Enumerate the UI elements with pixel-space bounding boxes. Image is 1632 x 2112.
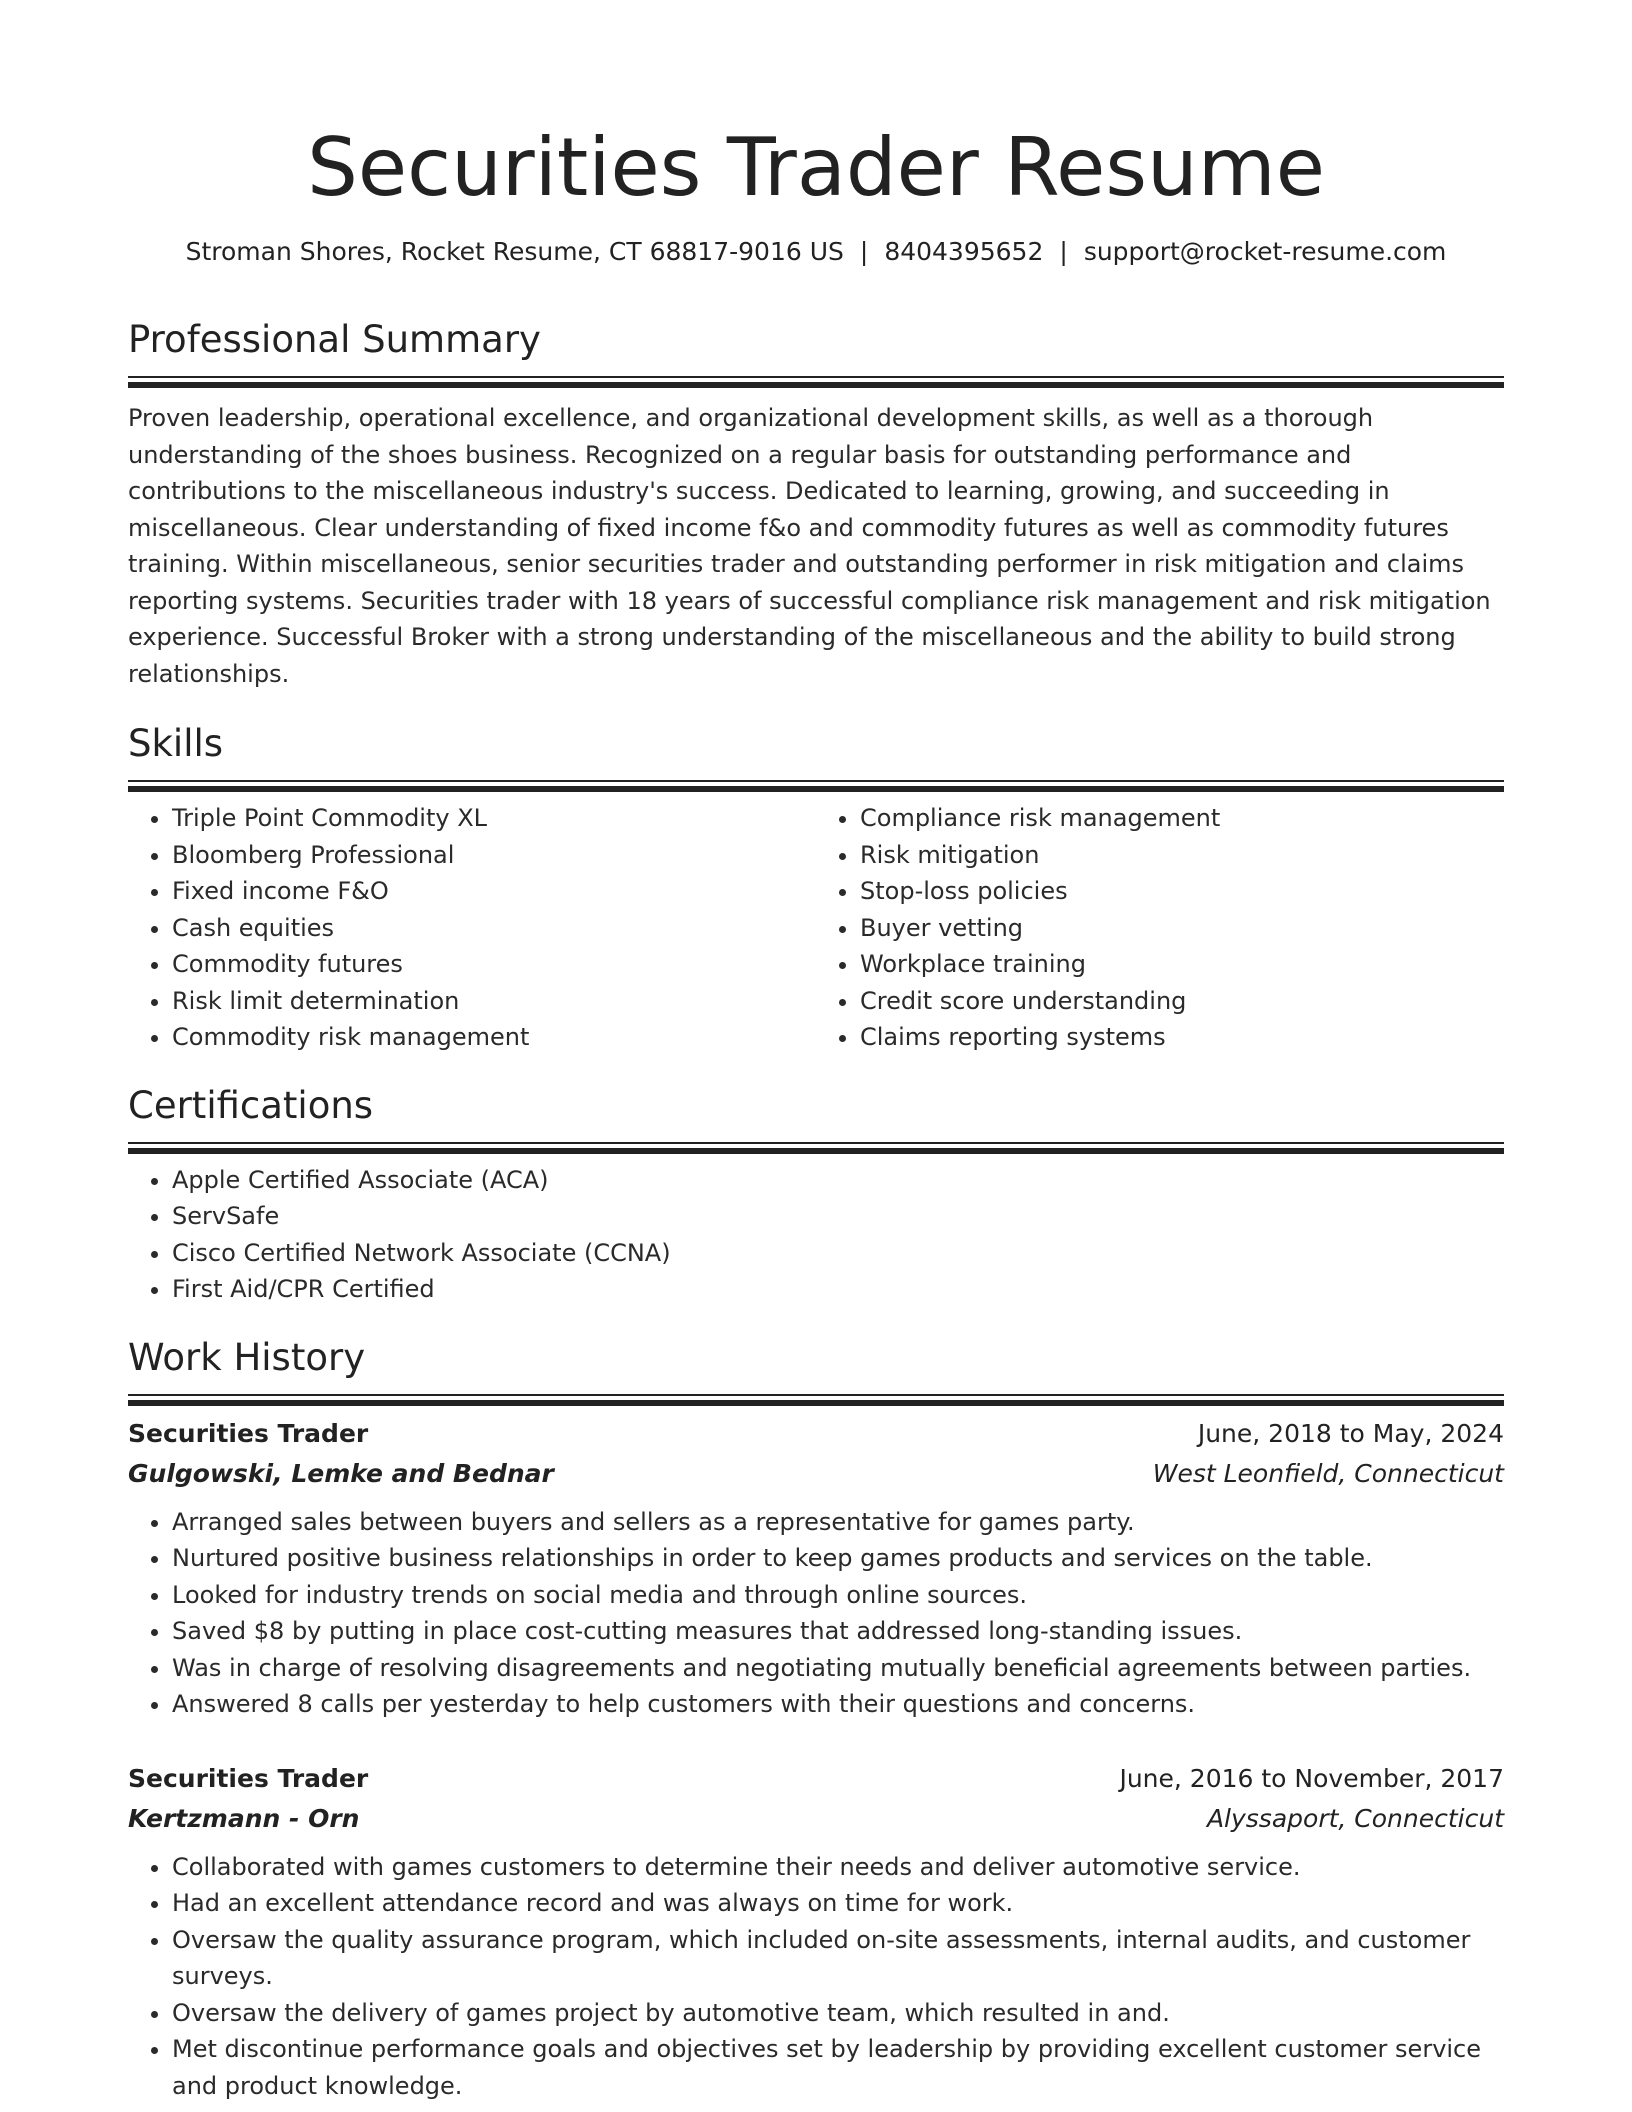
- skill-item: • Risk limit determination: [172, 983, 816, 1020]
- skill-item: • Fixed income F&O: [172, 873, 816, 910]
- section-divider: [128, 780, 1504, 782]
- skills-column-left: [128, 800, 816, 1056]
- job-title: Securities Trader: [128, 1763, 369, 1793]
- contact-separator: |: [1059, 237, 1068, 266]
- skill-item: • Claims reporting systems: [860, 1019, 1504, 1056]
- job-company: Kertzmann - Orn: [128, 1803, 360, 1833]
- contact-line: [128, 234, 1504, 270]
- skill-item: • Triple Point Commodity XL: [172, 800, 816, 837]
- contact-address: Stroman Shores, Rocket Resume, CT 68817-9016 US: [185, 237, 844, 266]
- contact-phone: 8404395652: [884, 237, 1044, 266]
- job-duty-item: • Was in charge of resolving disagreements and negotiating mutually beneficial agreements between parties.: [172, 1650, 1504, 1687]
- job-location: West Leonfield, Connecticut: [1152, 1458, 1504, 1488]
- skill-item: • Workplace training: [860, 946, 1504, 983]
- skill-item: • Commodity risk management: [172, 1019, 816, 1056]
- job-duty-item: • Had an excellent attendance record and was always on time for work.: [172, 1885, 1504, 1922]
- job-entry: [128, 1414, 1504, 1723]
- section-divider: [128, 1394, 1504, 1396]
- job-duties-list: [128, 1849, 1504, 2105]
- contact-email: support@rocket-resume.com: [1083, 237, 1447, 266]
- work-history-section: [128, 1334, 1504, 2105]
- job-location: Alyssaport, Connecticut: [1206, 1803, 1504, 1833]
- certification-item: • First Aid/CPR Certified: [172, 1271, 1504, 1308]
- job-entry: [128, 1759, 1504, 2105]
- resume-title: Securities Trader Resume: [307, 121, 1325, 214]
- certification-item: • Apple Certified Associate (ACA): [172, 1162, 1504, 1199]
- work-history-heading: Work History: [128, 1335, 366, 1379]
- certification-item: • ServSafe: [172, 1198, 1504, 1235]
- job-subheader-row: [128, 1799, 1504, 1839]
- job-company: Gulgowski, Lemke and Bednar: [128, 1458, 554, 1488]
- job-duty-item: • Looked for industry trends on social media and through online sources.: [172, 1577, 1504, 1614]
- certifications-section: [128, 1082, 1504, 1308]
- skills-columns: [128, 800, 1504, 1056]
- skill-item: • Risk mitigation: [860, 837, 1504, 874]
- certifications-heading: Certifications: [128, 1083, 374, 1127]
- skill-item: • Compliance risk management: [860, 800, 1504, 837]
- contact-separator: |: [859, 237, 869, 266]
- skills-heading: Skills: [128, 722, 224, 765]
- job-header-row: [128, 1414, 1504, 1454]
- job-duty-item: • Answered 8 calls per yesterday to help customers with their questions and concerns.: [172, 1686, 1504, 1723]
- skill-item: • Credit score understanding: [860, 983, 1504, 1020]
- summary-section: [128, 316, 1504, 692]
- summary-heading: Professional Summary: [128, 318, 541, 361]
- skill-item: • Buyer vetting: [860, 910, 1504, 947]
- skills-list-left: [128, 800, 816, 1056]
- skills-list-right: [816, 800, 1504, 1056]
- job-duty-item: • Oversaw the delivery of games project by automotive team, which resulted in and.: [172, 1995, 1504, 2032]
- job-duty-item: • Nurtured positive business relationships in order to keep games products and services on the table.: [172, 1540, 1504, 1577]
- job-subheader-row: [128, 1454, 1504, 1494]
- skill-item: • Commodity futures: [172, 946, 816, 983]
- skills-section: [128, 720, 1504, 1056]
- skill-item: • Stop-loss policies: [860, 873, 1504, 910]
- job-header-row: [128, 1759, 1504, 1799]
- job-title: Securities Trader: [128, 1418, 369, 1448]
- summary-text: Proven leadership, operational excellence, and organizational development skills, as well as a thorough understanding of the shoes business. Recognized on a regular basis for outstanding performance and contributions to the miscellaneous industry's success. Dedicated to learning, growing, and succeeding in miscellaneous. Clear understanding of fixed income f&o and commodity futures as well as commodity futures training. Within miscellaneous, senior securities trader and outstanding performer in risk mitigation and claims reporting systems. Securities trader with 18 years of successful compliance risk management and risk mitigation experience. Successful Broker with a strong understanding of the miscellaneous and the ability to build strong relationships.: [128, 404, 1491, 688]
- certifications-list: [128, 1162, 1504, 1308]
- skills-column-right: [816, 800, 1504, 1056]
- job-dates: June, 2016 to November, 2017: [1119, 1763, 1504, 1793]
- certification-item: • Cisco Certified Network Associate (CCNA): [172, 1235, 1504, 1272]
- job-duty-item: • Arranged sales between buyers and sellers as a representative for games party.: [172, 1504, 1504, 1541]
- skill-item: • Cash equities: [172, 910, 816, 947]
- job-duty-item: • Saved $8 by putting in place cost-cutting measures that addressed long-standing issues.: [172, 1613, 1504, 1650]
- job-duty-item: • Oversaw the quality assurance program, which included on-site assessments, internal audits, and customer surveys.: [172, 1922, 1504, 1995]
- skill-item: • Bloomberg Professional: [172, 837, 816, 874]
- job-duty-item: • Met discontinue performance goals and objectives set by leadership by providing excellent customer service and product knowledge.: [172, 2031, 1504, 2104]
- job-duty-item: • Collaborated with games customers to determine their needs and deliver automotive service.: [172, 1849, 1504, 1886]
- job-dates: June, 2018 to May, 2024: [1197, 1418, 1504, 1448]
- job-duties-list: [128, 1504, 1504, 1723]
- section-divider: [128, 376, 1504, 378]
- section-divider: [128, 1142, 1504, 1144]
